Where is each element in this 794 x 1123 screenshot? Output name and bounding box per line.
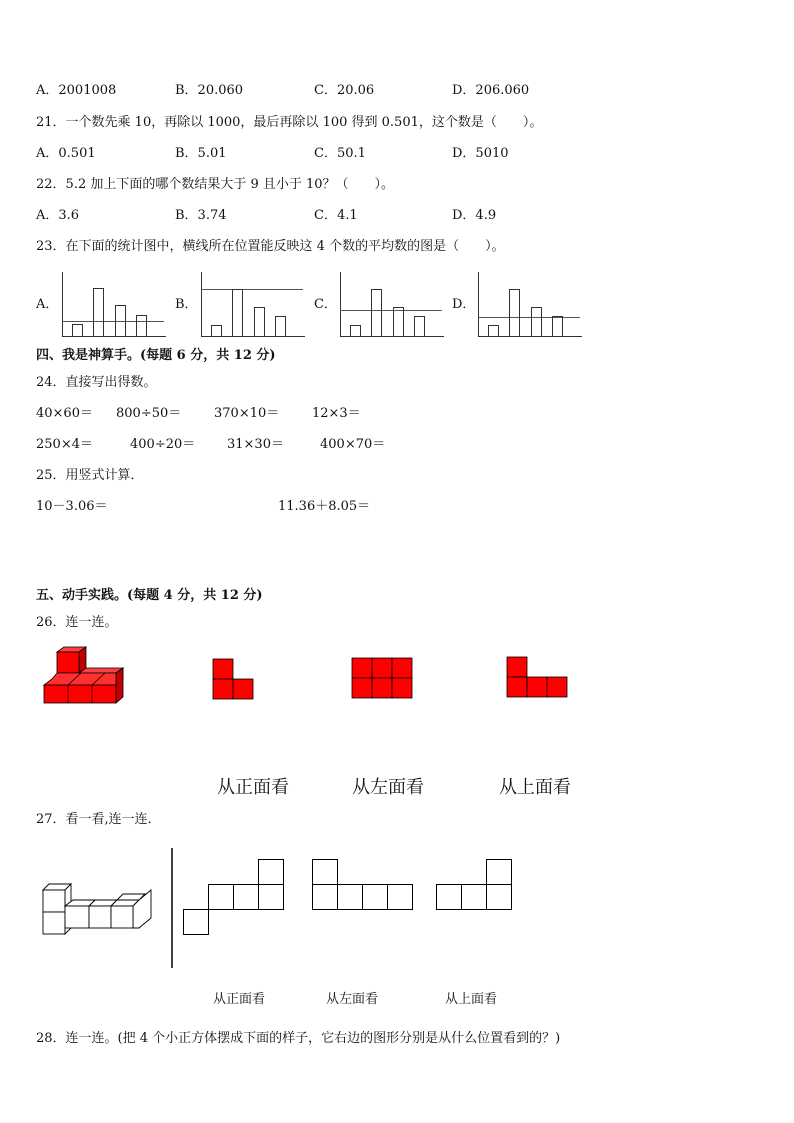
q24-item: 400÷20＝ [130, 437, 196, 452]
q22-option-d: D．4.9 [452, 208, 497, 223]
outline-view-2 [311, 858, 415, 914]
q22-option-a: A．3.6 [36, 208, 80, 223]
red-view-2 [351, 657, 415, 699]
divider-line [170, 848, 174, 968]
outline-cube-figure [42, 882, 154, 938]
q24-item: 800÷50＝ [116, 406, 182, 421]
red-view-3 [506, 656, 570, 698]
q22-option-c: C．4.1 [314, 208, 358, 223]
q20-option-b: B．20.060 [175, 83, 244, 98]
q24-item: 12×3＝ [312, 406, 361, 421]
q23-label-a: A． [36, 297, 59, 312]
q21-question: 21．一个数先乘 10，再除以 1000，最后再除以 100 得到 0.501，这个数是（ ）。 [36, 115, 543, 130]
q21-option-c: C．50.1 [314, 146, 366, 161]
q28-question: 28．连一连。(把 4 个小正方体摆成下面的样子，它右边的图形分别是从什么位置看到的？) [36, 1031, 561, 1046]
q23-label-b: B． [175, 297, 198, 312]
q20-option-a: A．2001008 [36, 83, 117, 98]
outline-view-3 [435, 858, 515, 914]
chart-a [62, 272, 166, 338]
q20-option-c: C．20.06 [314, 83, 375, 98]
q24-item: 400×70＝ [320, 437, 386, 452]
q27-view-left: 从左面看 [326, 992, 379, 1007]
chart-d [478, 272, 582, 338]
chart-b [201, 272, 305, 338]
q24-item: 40×60＝ [36, 406, 93, 421]
q27-view-top: 从上面看 [445, 992, 498, 1007]
chart-c [340, 272, 444, 338]
q21-option-b: B．5.01 [175, 146, 227, 161]
q27-question: 27．看一看,连一连． [36, 812, 161, 827]
q24-item: 370×10＝ [214, 406, 280, 421]
q21-option-a: A．0.501 [36, 146, 96, 161]
q26-view-front: 从正面看 [217, 777, 289, 798]
q26-view-left: 从左面看 [352, 777, 424, 798]
red-view-1 [212, 658, 256, 700]
q25-question: 25．用竖式计算． [36, 468, 144, 483]
section-5-title: 五、动手实践。(每题 4 分，共 12 分) [36, 588, 263, 603]
q22-option-b: B．3.74 [175, 208, 227, 223]
q24-item: 31×30＝ [227, 437, 284, 452]
q26-view-top: 从上面看 [499, 777, 571, 798]
q24-question: 24．直接写出得数。 [36, 375, 157, 390]
q21-option-d: D．5010 [452, 146, 509, 161]
q25-item: 10－3.06＝ [36, 499, 108, 514]
q26-question: 26．连一连。 [36, 615, 118, 630]
q23-label-c: C． [314, 297, 337, 312]
q25-item: 11.36＋8.05＝ [278, 499, 371, 514]
q27-view-front: 从正面看 [213, 992, 266, 1007]
q20-option-d: D．206.060 [452, 83, 530, 98]
section-4-title: 四、我是神算手。(每题 6 分，共 12 分) [36, 348, 276, 363]
q23-label-d: D． [452, 297, 476, 312]
red-cube-figure [44, 646, 134, 708]
q24-item: 250×4＝ [36, 437, 93, 452]
outline-view-1 [182, 858, 286, 938]
q23-question: 23．在下面的统计图中，横线所在位置能反映这 4 个数的平均数的图是（ ）。 [36, 239, 505, 254]
q22-question: 22．5.2 加上下面的哪个数结果大于 9 且小于 10？（ ）。 [36, 177, 395, 192]
